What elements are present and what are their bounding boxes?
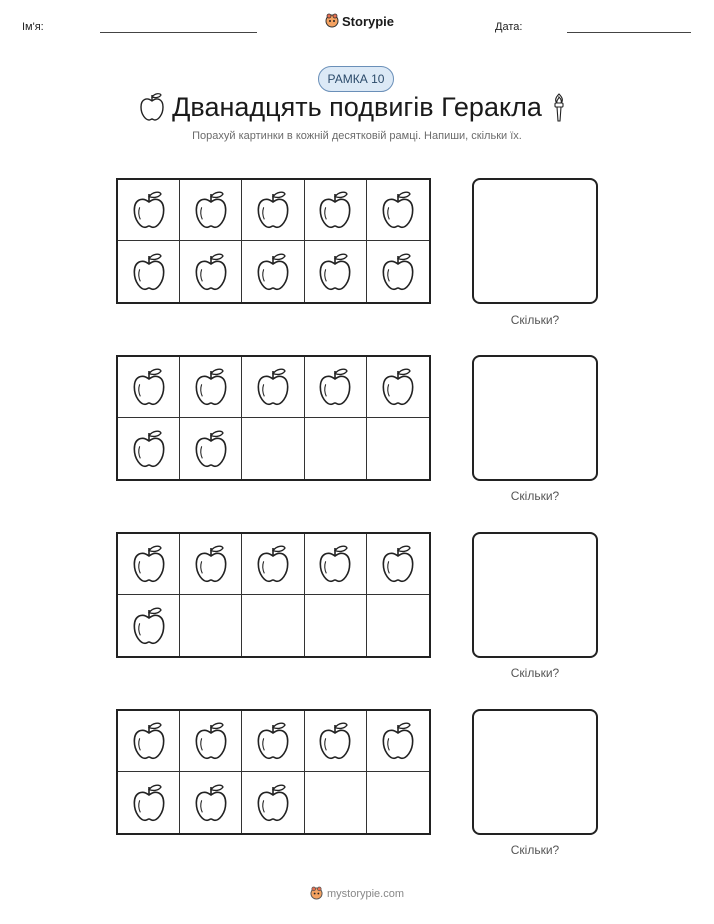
- apple-icon: [255, 252, 291, 292]
- ten-frame-cell: [242, 595, 304, 656]
- ten-frame-cell: [180, 595, 242, 656]
- apple-icon: [131, 544, 167, 584]
- ten-frame-cell: [305, 180, 367, 241]
- ten-frame-cell: [305, 595, 367, 656]
- ten-frame-cell: [118, 711, 180, 772]
- ten-frame-cell: [367, 772, 429, 833]
- footer: [0, 886, 714, 901]
- answer-box-4[interactable]: [472, 709, 598, 835]
- apple-icon: [193, 783, 229, 823]
- ten-frame-cell: [242, 180, 304, 241]
- storypie-mascot-icon: [310, 886, 323, 901]
- date-label: Дата:: [495, 21, 523, 33]
- ten-frame-cell: [242, 772, 304, 833]
- ten-frame-cell: [118, 180, 180, 241]
- how-many-label-4: Скільки?: [510, 843, 560, 857]
- ten-frame-cell: [367, 711, 429, 772]
- footer-site: mystorypie.com: [326, 887, 405, 900]
- apple-icon: [131, 252, 167, 292]
- answer-box-3[interactable]: [472, 532, 598, 658]
- apple-icon: [193, 429, 229, 469]
- torch-icon: [551, 93, 567, 123]
- instructions: Порахуй картинки в кожній десятковій рамці. Напиши, скільки їх.: [192, 130, 522, 142]
- ten-frame-cell: [180, 418, 242, 479]
- answer-box-1[interactable]: [472, 178, 598, 304]
- apple-icon: [380, 544, 416, 584]
- ten-frame-cell: [180, 357, 242, 418]
- apple-icon: [193, 544, 229, 584]
- ten-frame-cell: [242, 241, 304, 302]
- ten-frame-cell: [367, 595, 429, 656]
- ten-frame-cell: [242, 711, 304, 772]
- ten-frame-cell: [180, 772, 242, 833]
- ten-frame-cell: [367, 418, 429, 479]
- apple-icon: [193, 190, 229, 230]
- ten-frame-1: [116, 178, 431, 304]
- ten-frame-cell: [367, 241, 429, 302]
- ten-frame-cell: [305, 418, 367, 479]
- apple-icon: [317, 367, 353, 407]
- apple-icon: [131, 429, 167, 469]
- apple-icon: [131, 190, 167, 230]
- ten-frame-cell: [367, 534, 429, 595]
- frame-type-badge: РАМКА 10: [318, 66, 394, 92]
- ten-frame-cell: [305, 711, 367, 772]
- apple-icon: [317, 721, 353, 761]
- page-title: Дванадцять подвигів Геракла: [172, 92, 542, 122]
- apple-icon: [317, 190, 353, 230]
- apple-icon: [131, 606, 167, 646]
- ten-frame-cell: [367, 180, 429, 241]
- apple-icon: [255, 783, 291, 823]
- apple-icon: [380, 721, 416, 761]
- ten-frame-cell: [180, 534, 242, 595]
- apple-icon: [255, 721, 291, 761]
- ten-frame-cell: [118, 241, 180, 302]
- ten-frame-2: [116, 355, 431, 481]
- apple-icon: [380, 190, 416, 230]
- apple-icon: [317, 544, 353, 584]
- how-many-label-2: Скільки?: [510, 489, 560, 503]
- ten-frame-cell: [367, 357, 429, 418]
- answer-box-2[interactable]: [472, 355, 598, 481]
- ten-frame-cell: [118, 772, 180, 833]
- apple-icon: [193, 252, 229, 292]
- how-many-label-3: Скільки?: [510, 666, 560, 680]
- ten-frame-cell: [305, 241, 367, 302]
- ten-frame-4: [116, 709, 431, 835]
- apple-icon: [255, 190, 291, 230]
- ten-frame-cell: [242, 357, 304, 418]
- how-many-label-1: Скільки?: [510, 313, 560, 327]
- ten-frame-cell: [305, 357, 367, 418]
- apple-icon: [131, 721, 167, 761]
- ten-frame-cell: [242, 418, 304, 479]
- ten-frame-cell: [118, 534, 180, 595]
- apple-icon: [193, 367, 229, 407]
- storypie-mascot-icon: [325, 13, 339, 29]
- ten-frame-cell: [118, 418, 180, 479]
- ten-frame-cell: [118, 357, 180, 418]
- apple-icon: [317, 252, 353, 292]
- ten-frame-cell: [118, 595, 180, 656]
- ten-frame-cell: [305, 772, 367, 833]
- apple-icon: [380, 367, 416, 407]
- ten-frame-cell: [242, 534, 304, 595]
- apple-icon: [255, 367, 291, 407]
- apple-icon: [131, 367, 167, 407]
- date-line[interactable]: [567, 32, 691, 33]
- brand-logo: [325, 13, 394, 29]
- apple-icon: [131, 783, 167, 823]
- ten-frame-cell: [305, 534, 367, 595]
- apple-icon: [255, 544, 291, 584]
- name-line[interactable]: [100, 32, 257, 33]
- apple-icon: [380, 252, 416, 292]
- ten-frame-cell: [180, 180, 242, 241]
- ten-frame-cell: [180, 711, 242, 772]
- apple-icon: [193, 721, 229, 761]
- ten-frame-cell: [180, 241, 242, 302]
- brand-name: Storypie: [342, 13, 395, 29]
- ten-frame-3: [116, 532, 431, 658]
- name-label: Ім'я:: [22, 21, 44, 33]
